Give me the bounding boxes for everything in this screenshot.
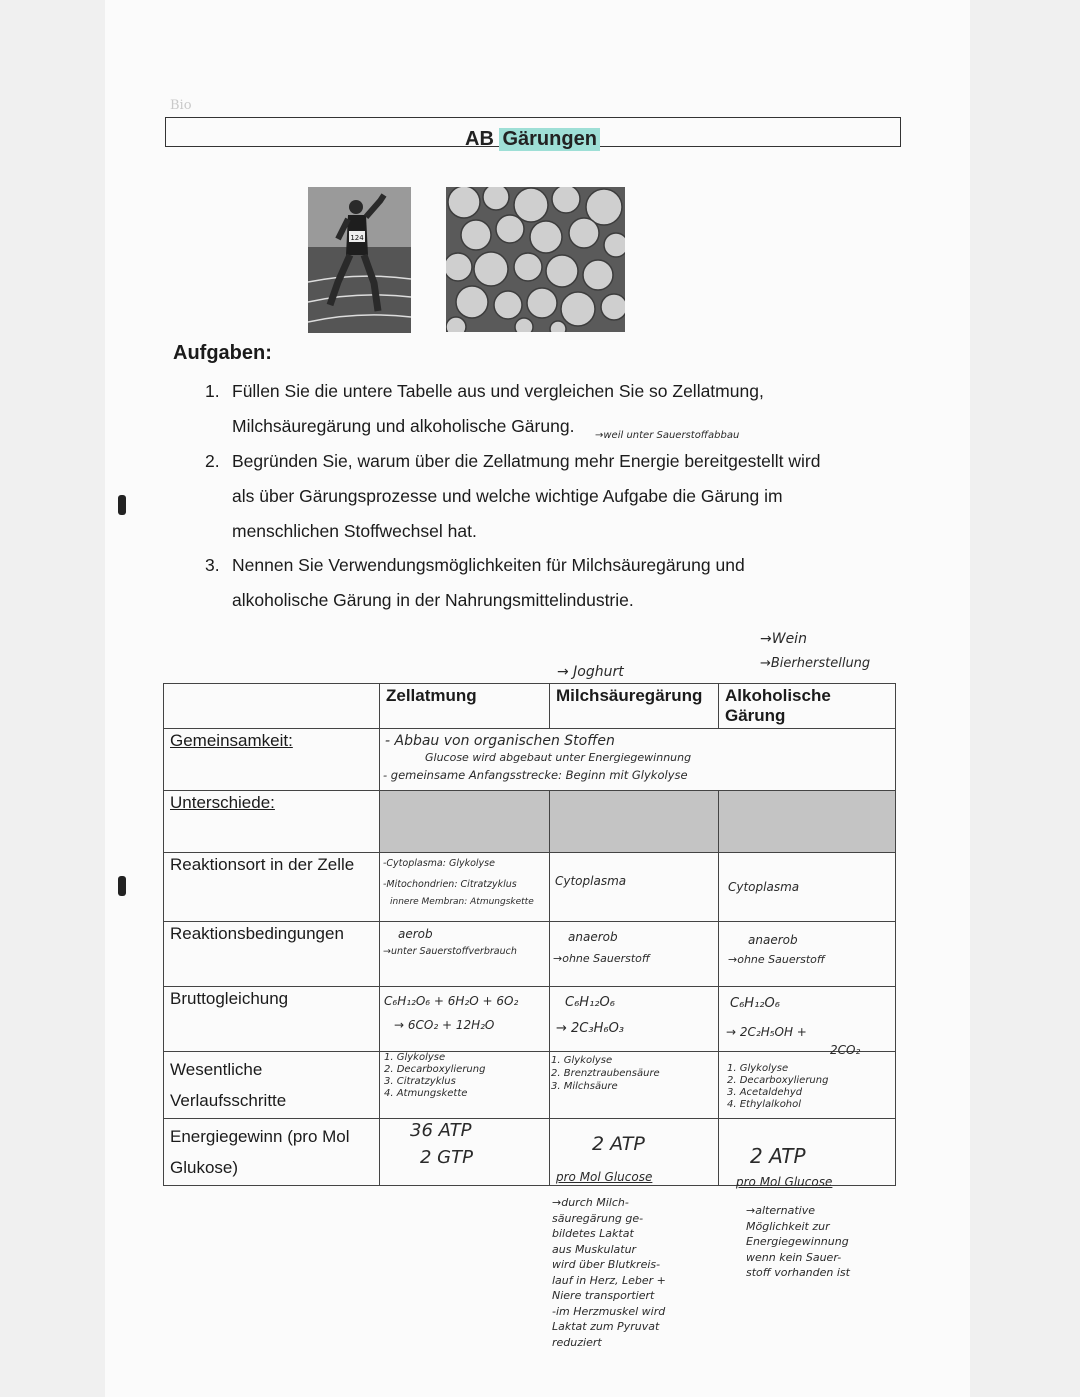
hw-verlauf-zell-step: 4. Atmungskette	[384, 1088, 468, 1099]
task-1-line-1: Füllen Sie die untere Tabelle aus und vergleichen Sie so Zellatmung,	[232, 381, 764, 401]
hw-note-line: lauf in Herz, Leber +	[552, 1273, 666, 1287]
hw-energie-zell-2: 2 GTP	[420, 1147, 473, 1168]
hw-verlauf-alk	[727, 1063, 828, 1111]
table-row	[164, 791, 896, 853]
row-label-bruttogleichung: Bruttogleichung	[164, 987, 380, 1052]
hw-gemeinsam-3: - gemeinsame Anfangsstrecke: Beginn mit Glykolyse	[383, 768, 688, 782]
hw-pro-mol-milch: pro Mol Glucose	[556, 1170, 653, 1184]
hw-verlauf-milch	[551, 1054, 660, 1093]
page-title	[465, 128, 600, 151]
hw-verlauf-alk-step: 4. Ethylalkohol	[727, 1099, 802, 1110]
handwritten-wein: →Wein	[760, 631, 807, 647]
hw-brutto-alk-3: 2CO₂	[830, 1043, 861, 1057]
hw-pro-mol-alk: pro Mol Glucose	[736, 1175, 833, 1189]
tasks-heading: Aufgaben:	[173, 342, 272, 364]
hw-note-line: →durch Milch-	[552, 1196, 629, 1209]
hw-note-line: -im Herzmuskel wird	[552, 1304, 666, 1318]
hw-bed-zell-1: aerob	[398, 927, 433, 941]
hw-note-line: wenn kein Sauer-	[746, 1250, 842, 1264]
hw-ort-zell-1: -Cytoplasma: Glykolyse	[383, 858, 495, 869]
hw-bed-alk-2: →ohne Sauerstoff	[728, 953, 825, 966]
hw-brutto-milch-2: → 2C₃H₆O₃	[556, 1021, 625, 1036]
task-3-line-1: Nennen Sie Verwendungsmöglichkeiten für Milchsäuregärung und	[232, 555, 745, 575]
hw-verlauf-zell-step: 1. Glykolyse	[384, 1052, 446, 1063]
row-label-verlaufsschritte	[164, 1052, 380, 1119]
row-label-reaktionsort: Reaktionsort in der Zelle	[164, 853, 380, 922]
row-label-energie-line-1: Energiegewinn (pro Mol	[170, 1127, 350, 1146]
hw-note-line: Laktat zum Pyruvat	[552, 1320, 660, 1333]
hw-verlauf-milch-step: 1. Glykolyse	[551, 1055, 613, 1066]
row-label-energiegewinn	[164, 1119, 380, 1186]
hw-gemeinsam-1: - Abbau von organischen Stoffen	[385, 733, 615, 749]
hw-verlauf-milch-step: 3. Milchsäure	[551, 1081, 618, 1092]
cell-gray	[719, 791, 896, 853]
hw-note-milch	[552, 1195, 666, 1350]
row-label-verlauf-line-2: Verlaufsschritte	[170, 1091, 287, 1110]
scan-margin-right	[970, 0, 1080, 1397]
header-empty	[164, 684, 380, 729]
hw-note-line: aus Muskulatur	[552, 1242, 637, 1256]
task-1-line-2: Milchsäuregärung und alkoholische Gärung.	[232, 416, 575, 436]
hw-ort-zell-2: -Mitochondrien: Citratzyklus	[383, 879, 517, 890]
hw-verlauf-alk-step: 1. Glykolyse	[727, 1063, 789, 1074]
hw-note-line: wird über Blutkreis-	[552, 1258, 661, 1271]
handwritten-task2-note: →weil unter Sauerstoffabbau	[595, 430, 740, 441]
hw-gemeinsam-2: Glucose wird abgebaut unter Energiegewinnung	[425, 751, 692, 764]
row-label-energie-line-2: Glukose)	[170, 1158, 239, 1177]
hw-verlauf-alk-step: 3. Acetaldehyd	[727, 1087, 803, 1098]
header-zellatmung: Zellatmung	[380, 684, 550, 729]
task-2	[205, 444, 821, 549]
cell-gray	[380, 791, 550, 853]
hw-bed-alk-1: anaerob	[748, 933, 798, 947]
hw-bed-milch-2: →ohne Sauerstoff	[553, 952, 650, 965]
hw-brutto-zell-2: → 6CO₂ + 12H₂O	[394, 1018, 495, 1032]
row-label-gemeinsamkeit: Gemeinsamkeit:	[164, 729, 380, 791]
hw-energie-milch: 2 ATP	[592, 1133, 645, 1155]
handwritten-bier: →Bierherstellung	[760, 656, 871, 671]
header-alkoholische-gaerung: Alkoholische Gärung	[719, 684, 896, 729]
hw-note-alk	[746, 1203, 850, 1281]
task-3-number: 3.	[205, 555, 220, 575]
margin-scribble: Bio	[170, 98, 192, 113]
scan-margin-left	[0, 0, 105, 1397]
row-label-unterschiede: Unterschiede:	[164, 791, 380, 853]
title-highlight: Gärungen	[499, 128, 599, 151]
hw-verlauf-zell-step: 2. Decarboxylierung	[384, 1064, 486, 1075]
hw-brutto-milch-1: C₆H₁₂O₆	[565, 995, 615, 1010]
task-3	[205, 548, 745, 618]
hw-note-line: Möglichkeit zur	[746, 1219, 830, 1233]
hw-verlauf-alk-step: 2. Decarboxylierung	[727, 1075, 829, 1086]
hw-note-line: Energiegewinnung	[746, 1235, 849, 1248]
runner-bib-number: 124	[350, 234, 364, 242]
hw-note-line: stoff vorhanden ist	[746, 1266, 850, 1279]
hw-energie-alk: 2 ATP	[750, 1144, 806, 1168]
hw-brutto-zell-1: C₆H₁₂O₆ + 6H₂O + 6O₂	[384, 994, 519, 1008]
hw-note-line: säuregärung ge-	[552, 1211, 644, 1225]
hw-note-line: →alternative	[746, 1204, 815, 1217]
hw-brutto-alk-2: → 2C₂H₅OH +	[726, 1025, 807, 1039]
handwritten-joghurt: → Joghurt	[557, 664, 624, 680]
punch-hole	[118, 876, 126, 896]
task-2-number: 2.	[205, 451, 220, 471]
task-3-line-2: alkoholische Gärung in der Nahrungsmittelindustrie.	[232, 590, 634, 610]
hw-ort-milch: Cytoplasma	[555, 874, 627, 888]
hw-ort-alk: Cytoplasma	[728, 880, 800, 894]
task-1-number: 1.	[205, 381, 220, 401]
table-row	[164, 987, 896, 1052]
hw-note-line: Niere transportiert	[552, 1289, 655, 1302]
hw-note-line: bildetes Laktat	[552, 1227, 634, 1240]
hw-verlauf-zell	[384, 1052, 485, 1100]
hw-verlauf-zell-step: 3. Citratzyklus	[384, 1076, 456, 1087]
header-milchsaeuregaerung: Milchsäuregärung	[550, 684, 719, 729]
hw-brutto-alk-1: C₆H₁₂O₆	[730, 996, 780, 1011]
row-label-reaktionsbedingungen: Reaktionsbedingungen	[164, 922, 380, 987]
runner-photo	[308, 187, 411, 333]
hw-note-line: reduziert	[552, 1335, 602, 1349]
yeast-cells-photo	[446, 187, 625, 332]
punch-hole	[118, 495, 126, 515]
cell-gray	[550, 791, 719, 853]
hw-energie-zell-1: 36 ATP	[410, 1120, 472, 1141]
task-2-line-3: menschlichen Stoffwechsel hat.	[232, 521, 477, 541]
table-header-row	[164, 684, 896, 729]
title-prefix: AB	[465, 128, 494, 150]
hw-ort-zell-3: innere Membran: Atmungskette	[390, 897, 534, 907]
row-label-verlauf-line-1: Wesentliche	[170, 1060, 263, 1079]
task-2-line-2: als über Gärungsprozesse und welche wichtige Aufgabe die Gärung im	[232, 486, 783, 506]
hw-bed-zell-2: →unter Sauerstoffverbrauch	[383, 946, 517, 957]
hw-verlauf-milch-step: 2. Brenztraubensäure	[551, 1068, 660, 1079]
task-2-line-1: Begründen Sie, warum über die Zellatmung mehr Energie bereitgestellt wird	[232, 451, 821, 471]
hw-bed-milch-1: anaerob	[568, 930, 618, 944]
